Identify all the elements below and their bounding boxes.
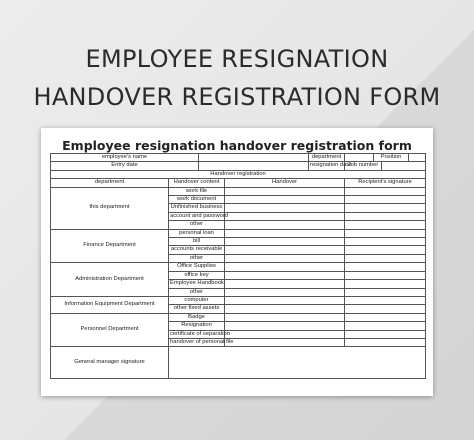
handover-item: work document (169, 196, 225, 204)
department-label: department (309, 154, 345, 162)
column-header-row (51, 179, 426, 187)
department-cell: Administration Department (51, 263, 169, 297)
form-sheet (41, 128, 433, 396)
handover-item: other (169, 254, 225, 262)
signature-cell[interactable] (345, 187, 426, 195)
handover-cell[interactable] (225, 296, 345, 304)
section-title-row (51, 170, 426, 178)
entry-date-label: Entry date (51, 162, 199, 170)
handover-cell[interactable] (225, 263, 345, 271)
handover-cell[interactable] (225, 322, 345, 330)
handover-cell[interactable] (225, 338, 345, 346)
signature-cell[interactable] (345, 204, 426, 212)
department-cell: Personnel Department (51, 313, 169, 347)
handover-table (50, 153, 426, 379)
info-row-1 (51, 154, 426, 162)
handover-item: handover of personal file (170, 338, 234, 345)
signature-cell[interactable] (345, 305, 426, 313)
handover-cell[interactable] (225, 305, 345, 313)
signature-cell[interactable] (345, 221, 426, 229)
handover-cell[interactable] (225, 330, 345, 338)
employee-name-label: employee's name (51, 154, 199, 162)
table-row (51, 187, 426, 195)
signature-cell[interactable] (345, 296, 426, 304)
handover-item: work file (169, 187, 225, 195)
signature-cell[interactable] (345, 238, 426, 246)
signature-cell[interactable] (345, 196, 426, 204)
department-cell: this department (51, 187, 169, 229)
job-number-value[interactable] (382, 162, 425, 169)
signature-cell[interactable] (345, 254, 426, 262)
handover-cell[interactable] (225, 271, 345, 279)
handover-item: Employee Handbook (170, 280, 224, 287)
gm-signature-label: General manager signature (51, 347, 169, 379)
department-and-position (345, 154, 426, 162)
handover-cell[interactable] (225, 221, 345, 229)
handover-item: Office Supplies (169, 263, 225, 271)
signature-cell[interactable] (345, 288, 426, 296)
handover-item: office key (169, 271, 225, 279)
gm-signature-row (51, 347, 426, 379)
handover-item: other fixed assets (169, 305, 225, 313)
resignation-and-job (345, 162, 426, 170)
signature-cell[interactable] (345, 271, 426, 279)
handover-cell[interactable] (225, 238, 345, 246)
signature-cell[interactable] (345, 246, 426, 254)
handover-item: other (169, 221, 225, 229)
resignation-date-label: resignation date (310, 162, 352, 169)
banner-line-2: HANDOVER REGISTRATION FORM (33, 83, 441, 111)
banner-line-1: EMPLOYEE RESIGNATION (85, 45, 389, 73)
signature-cell[interactable] (345, 322, 426, 330)
department-value[interactable] (345, 154, 374, 161)
handover-cell[interactable] (225, 212, 345, 220)
position-value[interactable] (409, 154, 425, 161)
handover-cell[interactable] (225, 229, 345, 237)
signature-cell[interactable] (345, 212, 426, 220)
table-row (51, 229, 426, 237)
handover-item: bill (169, 238, 225, 246)
handover-cell[interactable] (225, 196, 345, 204)
signature-cell[interactable] (345, 280, 426, 288)
handover-item: personal loan (169, 229, 225, 237)
info-row-2 (51, 162, 426, 170)
col-header-handover: Handover (225, 179, 345, 187)
handover-item: other (169, 288, 225, 296)
handover-item: accounts receivable (169, 246, 225, 254)
signature-cell[interactable] (345, 263, 426, 271)
table-row (51, 263, 426, 271)
col-header-content: Handover content (169, 179, 225, 187)
signature-cell[interactable] (345, 229, 426, 237)
handover-cell[interactable] (225, 280, 345, 288)
employee-name-value[interactable] (199, 154, 309, 162)
handover-item: Badge (169, 313, 225, 321)
handover-cell[interactable] (225, 254, 345, 262)
col-header-signature: Recipient's signature (345, 179, 426, 187)
department-cell: Information Equipment Department (51, 296, 169, 313)
table-row (51, 296, 426, 304)
form-title: Employee resignation handover registration form (62, 138, 412, 153)
job-number-label: Job number (345, 162, 382, 169)
handover-cell[interactable] (225, 246, 345, 254)
gm-signature-field[interactable] (169, 347, 426, 379)
signature-cell[interactable] (345, 330, 426, 338)
handover-cell[interactable] (225, 313, 345, 321)
banner-title (0, 40, 474, 116)
handover-item: Unfinished business (169, 204, 225, 212)
signature-cell[interactable] (345, 313, 426, 321)
department-cell: Finance Department (51, 229, 169, 263)
handover-item: Resignation (169, 322, 225, 330)
handover-item: certificate of separation (170, 330, 230, 337)
section-title: Handover registration (51, 170, 426, 178)
position-label: Position (374, 154, 409, 161)
handover-cell[interactable] (225, 288, 345, 296)
signature-cell[interactable] (345, 338, 426, 346)
col-header-department: department (51, 179, 169, 187)
table-row (51, 313, 426, 321)
handover-item: computer (169, 296, 225, 304)
entry-date-value[interactable] (199, 162, 309, 170)
handover-cell[interactable] (225, 204, 345, 212)
handover-cell[interactable] (225, 187, 345, 195)
handover-item: account and password (170, 212, 229, 219)
